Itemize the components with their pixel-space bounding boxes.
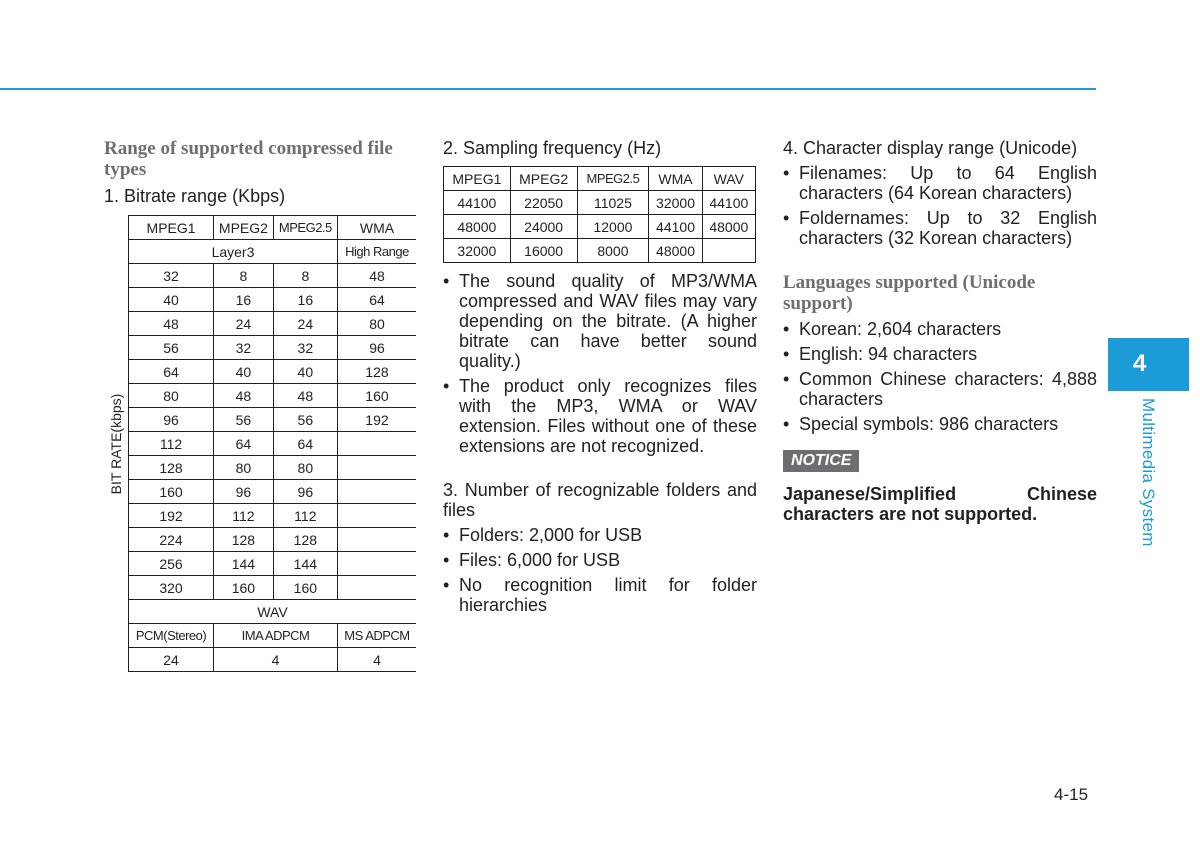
- list-item: • No recognition limit for folder hierarchies: [443, 575, 757, 615]
- list-item: • English: 94 characters: [783, 344, 1097, 364]
- table-cell: 24: [214, 312, 274, 336]
- table-cell: 64: [214, 432, 274, 456]
- list-item: • The product only recognizes files with the MP3, WMA or WAV extension. Files without one of these extensions are not recognized.: [443, 376, 757, 456]
- header-cell: MPEG1: [444, 167, 511, 191]
- list-item: • Korean: 2,604 characters: [783, 319, 1097, 339]
- table-row: [444, 215, 756, 239]
- bitrate-side-label: [104, 216, 129, 672]
- header-cell: WAV: [702, 167, 755, 191]
- table-cell: 56: [129, 336, 214, 360]
- notice-box: [783, 450, 1097, 524]
- table-cell: 44100: [702, 191, 755, 215]
- table-cell: 11025: [577, 191, 649, 215]
- character-notes: [783, 163, 1097, 248]
- table-cell: 128: [273, 528, 337, 552]
- header-cell: PCM(Stereo): [129, 624, 214, 648]
- table-cell: 8000: [577, 239, 649, 263]
- table-cell: 160: [129, 480, 214, 504]
- bitrate-table: [104, 215, 416, 672]
- header-cell: MPEG2.5: [577, 167, 649, 191]
- table-row: [444, 167, 756, 191]
- table-cell: 32000: [444, 239, 511, 263]
- high-range-cell: High Range: [337, 240, 416, 264]
- table-cell: 112: [214, 504, 274, 528]
- list-item: • Folders: 2,000 for USB: [443, 525, 757, 545]
- table-cell: [337, 456, 416, 480]
- side-label-text: BIT RATE(kbps): [108, 393, 124, 494]
- table-cell: 112: [129, 432, 214, 456]
- table-cell: 80: [337, 312, 416, 336]
- sampling-table: [443, 166, 756, 263]
- table-cell: 64: [273, 432, 337, 456]
- table-cell: [337, 528, 416, 552]
- table-cell: [337, 480, 416, 504]
- table-cell: 128: [129, 456, 214, 480]
- table-cell: 48: [337, 264, 416, 288]
- table-cell: 44100: [649, 215, 702, 239]
- header-cell: IMA ADPCM: [214, 624, 338, 648]
- table-cell: 128: [337, 360, 416, 384]
- table-row: [104, 312, 416, 336]
- table-cell: 56: [214, 408, 274, 432]
- table-cell: 96: [129, 408, 214, 432]
- table-cell: 64: [337, 288, 416, 312]
- wav-cell: WAV: [129, 600, 417, 624]
- section-heading: Range of supported compressed file types: [104, 138, 393, 180]
- table-cell: [337, 432, 416, 456]
- header-cell: MS ADPCM: [337, 624, 416, 648]
- table-cell: 144: [214, 552, 274, 576]
- list-item: • Special symbols: 986 characters: [783, 414, 1097, 434]
- table-cell: 128: [214, 528, 274, 552]
- table-cell: 144: [273, 552, 337, 576]
- table-row: [104, 336, 416, 360]
- table-cell: 96: [273, 480, 337, 504]
- table-cell: 192: [337, 408, 416, 432]
- column-middle: [443, 138, 757, 615]
- header-cell: MPEG2: [214, 216, 274, 240]
- table-cell: 96: [214, 480, 274, 504]
- chapter-title: Multimedia System: [1139, 398, 1158, 547]
- table-cell: 224: [129, 528, 214, 552]
- header-rule: [0, 88, 1096, 90]
- list-item: • The sound quality of MP3/WMA compressed and WAV files may vary depending on the bitrate. (A higher bitrate can have better sound quality.): [443, 271, 757, 371]
- table-cell: 12000: [577, 215, 649, 239]
- notice-label: NOTICE: [783, 450, 859, 472]
- table-row: [104, 360, 416, 384]
- table-cell: [337, 552, 416, 576]
- table-cell: 4: [214, 648, 338, 672]
- table-cell: [337, 576, 416, 600]
- table-cell: 160: [337, 384, 416, 408]
- table-row: [104, 432, 416, 456]
- table-cell: 80: [214, 456, 274, 480]
- table-cell: 80: [129, 384, 214, 408]
- header-cell: MPEG2: [510, 167, 577, 191]
- table-row: [104, 384, 416, 408]
- page-number: 4-15: [1054, 785, 1089, 804]
- table-cell: 22050: [510, 191, 577, 215]
- table-row: [104, 600, 416, 624]
- table-cell: 56: [273, 408, 337, 432]
- layer-cell: Layer3: [129, 240, 338, 264]
- table-cell: 40: [129, 288, 214, 312]
- bitrate-subheading: 1. Bitrate range (Kbps): [104, 186, 286, 206]
- table-cell: 256: [129, 552, 214, 576]
- table-cell: 8: [273, 264, 337, 288]
- folder-notes: [443, 525, 757, 615]
- table-cell: 48000: [649, 239, 702, 263]
- table-cell: 112: [273, 504, 337, 528]
- chapter-number: 4: [1133, 350, 1147, 377]
- table-cell: 44100: [444, 191, 511, 215]
- table-row: [104, 480, 416, 504]
- table-cell: 16: [214, 288, 274, 312]
- table-row: [444, 239, 756, 263]
- table-cell: 4: [337, 648, 416, 672]
- table-cell: 32: [273, 336, 337, 360]
- languages-heading: Languages supported (Unicode support): [783, 272, 1036, 314]
- header-cell: WMA: [337, 216, 416, 240]
- table-row: [104, 552, 416, 576]
- table-cell: 32000: [649, 191, 702, 215]
- table-row: [104, 648, 416, 672]
- table-cell: [702, 239, 755, 263]
- quality-notes: [443, 271, 757, 456]
- chapter-tab: [1108, 338, 1189, 391]
- list-item: • Common Chinese characters: 4,888 characters: [783, 369, 1097, 409]
- table-cell: 48000: [702, 215, 755, 239]
- header-cell: MPEG1: [129, 216, 214, 240]
- column-right: [783, 138, 1097, 524]
- table-cell: 80: [273, 456, 337, 480]
- table-row: [104, 216, 416, 240]
- table-cell: 32: [129, 264, 214, 288]
- notice-text: Japanese/Simplified Chinese characters are not supported.: [783, 484, 1097, 524]
- table-cell: 320: [129, 576, 214, 600]
- column-left: [104, 138, 417, 206]
- folders-heading: 3. Number of recognizable folders and files: [443, 480, 757, 520]
- list-item: • Filenames: Up to 64 English characters (64 Korean characters): [783, 163, 1097, 203]
- header-cell: WMA: [649, 167, 702, 191]
- table-row: [104, 240, 416, 264]
- table-cell: 160: [273, 576, 337, 600]
- table-row: [444, 191, 756, 215]
- character-subheading: 4. Character display range (Unicode): [783, 138, 1078, 158]
- table-row: [104, 264, 416, 288]
- table-row: [104, 408, 416, 432]
- table-cell: 24: [273, 312, 337, 336]
- language-list: [783, 319, 1097, 434]
- sampling-subheading: 2. Sampling frequency (Hz): [443, 138, 662, 158]
- table-cell: 16: [273, 288, 337, 312]
- table-row: [104, 288, 416, 312]
- table-cell: 24000: [510, 215, 577, 239]
- table-cell: 192: [129, 504, 214, 528]
- table-row: [104, 576, 416, 600]
- table-cell: 64: [129, 360, 214, 384]
- header-cell: MPEG2.5: [273, 216, 337, 240]
- table-cell: 96: [337, 336, 416, 360]
- table-cell: 16000: [510, 239, 577, 263]
- table-cell: 48: [129, 312, 214, 336]
- table-row: [104, 528, 416, 552]
- list-item: • Foldernames: Up to 32 English characters (32 Korean characters): [783, 208, 1097, 248]
- table-cell: 48: [214, 384, 274, 408]
- list-item: • Files: 6,000 for USB: [443, 550, 757, 570]
- table-row: [104, 504, 416, 528]
- table-cell: 48: [273, 384, 337, 408]
- table-cell: 32: [214, 336, 274, 360]
- table-row: [104, 456, 416, 480]
- table-cell: 40: [214, 360, 274, 384]
- table-cell: 8: [214, 264, 274, 288]
- table-row: [104, 624, 416, 648]
- table-cell: 40: [273, 360, 337, 384]
- table-cell: 160: [214, 576, 274, 600]
- table-cell: 48000: [444, 215, 511, 239]
- table-cell: 24: [129, 648, 214, 672]
- table-cell: [337, 504, 416, 528]
